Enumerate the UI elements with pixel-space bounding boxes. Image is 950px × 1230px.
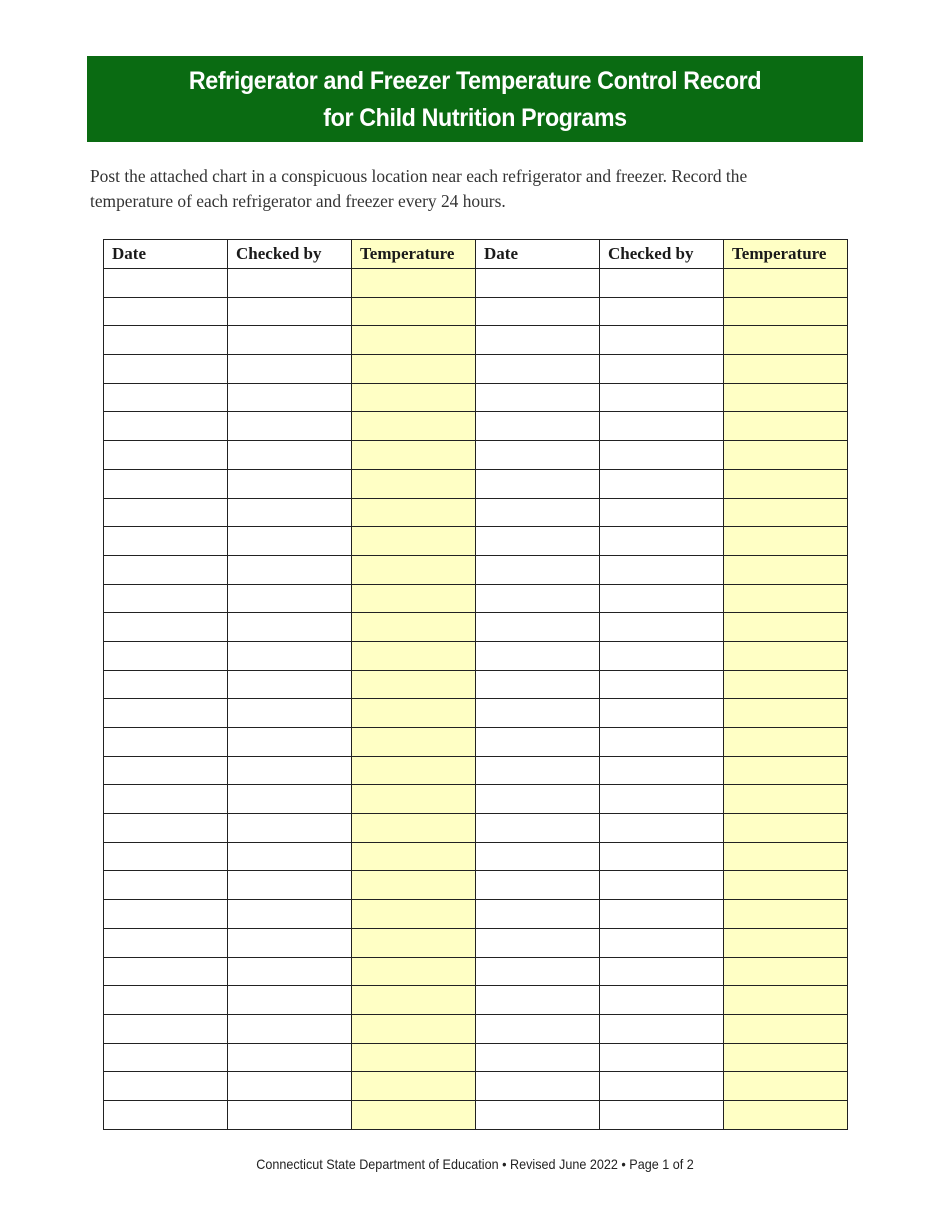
temperature-cell[interactable]	[724, 928, 848, 957]
temperature-cell[interactable]	[724, 1014, 848, 1043]
checked-by-cell[interactable]	[228, 900, 352, 929]
temperature-cell[interactable]	[724, 584, 848, 613]
temperature-cell[interactable]	[724, 297, 848, 326]
date-cell[interactable]	[476, 383, 600, 412]
checked-by-cell[interactable]	[228, 412, 352, 441]
date-cell[interactable]	[476, 699, 600, 728]
temperature-cell[interactable]	[724, 785, 848, 814]
temperature-cell[interactable]	[352, 957, 476, 986]
checked-by-cell[interactable]	[600, 1100, 724, 1129]
temperature-cell[interactable]	[352, 641, 476, 670]
checked-by-cell[interactable]	[600, 469, 724, 498]
checked-by-cell[interactable]	[228, 641, 352, 670]
temperature-cell[interactable]	[352, 441, 476, 470]
table-row	[104, 1014, 848, 1043]
checked-by-cell[interactable]	[600, 1043, 724, 1072]
checked-by-cell[interactable]	[228, 555, 352, 584]
date-cell[interactable]	[104, 498, 228, 527]
checked-by-cell[interactable]	[600, 871, 724, 900]
temperature-cell[interactable]	[724, 699, 848, 728]
temperature-cell[interactable]	[352, 928, 476, 957]
temperature-cell[interactable]	[724, 441, 848, 470]
date-cell[interactable]	[104, 412, 228, 441]
date-cell[interactable]	[476, 498, 600, 527]
table-row	[104, 355, 848, 384]
date-cell[interactable]	[104, 527, 228, 556]
table-row	[104, 756, 848, 785]
checked-by-cell[interactable]	[228, 269, 352, 298]
checked-by-cell[interactable]	[600, 527, 724, 556]
temperature-cell[interactable]	[724, 957, 848, 986]
date-cell[interactable]	[104, 814, 228, 843]
date-cell[interactable]	[476, 641, 600, 670]
temperature-cell[interactable]	[352, 986, 476, 1015]
temperature-cell[interactable]	[724, 527, 848, 556]
checked-by-cell[interactable]	[600, 383, 724, 412]
date-cell[interactable]	[476, 555, 600, 584]
temperature-cell[interactable]	[352, 297, 476, 326]
checked-by-cell[interactable]	[228, 355, 352, 384]
checked-by-cell[interactable]	[600, 900, 724, 929]
checked-by-cell[interactable]	[600, 814, 724, 843]
table-header-row	[104, 240, 848, 269]
checked-by-cell[interactable]	[228, 584, 352, 613]
date-cell[interactable]	[104, 1100, 228, 1129]
date-cell[interactable]	[476, 469, 600, 498]
checked-by-cell[interactable]	[600, 584, 724, 613]
temperature-cell[interactable]	[724, 756, 848, 785]
table-row	[104, 641, 848, 670]
date-cell[interactable]	[476, 900, 600, 929]
table-row	[104, 814, 848, 843]
temperature-cell[interactable]	[352, 871, 476, 900]
temperature-cell[interactable]	[352, 469, 476, 498]
date-cell[interactable]	[104, 1072, 228, 1101]
checked-by-cell[interactable]	[228, 871, 352, 900]
temperature-cell[interactable]	[724, 986, 848, 1015]
checked-by-cell[interactable]	[600, 326, 724, 355]
date-cell[interactable]	[476, 670, 600, 699]
date-cell[interactable]	[104, 1014, 228, 1043]
checked-by-cell[interactable]	[228, 957, 352, 986]
checked-by-cell[interactable]	[228, 383, 352, 412]
temperature-cell[interactable]	[724, 383, 848, 412]
column-header-date: Date	[476, 240, 600, 269]
date-cell[interactable]	[104, 957, 228, 986]
checked-by-cell[interactable]	[600, 928, 724, 957]
checked-by-cell[interactable]	[228, 986, 352, 1015]
date-cell[interactable]	[476, 613, 600, 642]
checked-by-cell[interactable]	[228, 814, 352, 843]
date-cell[interactable]	[104, 756, 228, 785]
date-cell[interactable]	[476, 584, 600, 613]
checked-by-cell[interactable]	[600, 842, 724, 871]
checked-by-cell[interactable]	[600, 1072, 724, 1101]
temperature-cell[interactable]	[352, 785, 476, 814]
checked-by-cell[interactable]	[228, 297, 352, 326]
date-cell[interactable]	[104, 297, 228, 326]
date-cell[interactable]	[104, 871, 228, 900]
temperature-cell[interactable]	[724, 469, 848, 498]
column-header-checked-by: Checked by	[600, 240, 724, 269]
temperature-cell[interactable]	[352, 842, 476, 871]
temperature-cell[interactable]	[724, 412, 848, 441]
date-cell[interactable]	[476, 814, 600, 843]
title-line-1: Refrigerator and Freezer Temperature Control Record	[188, 67, 762, 95]
temperature-cell[interactable]	[352, 555, 476, 584]
checked-by-cell[interactable]	[600, 785, 724, 814]
checked-by-cell[interactable]	[228, 928, 352, 957]
table-row	[104, 527, 848, 556]
date-cell[interactable]	[476, 957, 600, 986]
table-body	[104, 269, 848, 1130]
table-row	[104, 297, 848, 326]
date-cell[interactable]	[476, 1072, 600, 1101]
date-cell[interactable]	[104, 699, 228, 728]
date-cell[interactable]	[476, 441, 600, 470]
date-cell[interactable]	[104, 785, 228, 814]
table-row	[104, 1100, 848, 1129]
checked-by-cell[interactable]	[600, 641, 724, 670]
table-row	[104, 928, 848, 957]
table-row	[104, 1043, 848, 1072]
temperature-cell[interactable]	[724, 1043, 848, 1072]
checked-by-cell[interactable]	[228, 842, 352, 871]
checked-by-cell[interactable]	[228, 469, 352, 498]
page-footer: Connecticut State Department of Education • Revised June 2022 • Page 1 of 2	[256, 1156, 694, 1172]
date-cell[interactable]	[476, 928, 600, 957]
checked-by-cell[interactable]	[600, 613, 724, 642]
table-row	[104, 584, 848, 613]
temperature-cell[interactable]	[352, 1014, 476, 1043]
temperature-cell[interactable]	[352, 527, 476, 556]
temperature-cell[interactable]	[724, 498, 848, 527]
temperature-cell[interactable]	[724, 814, 848, 843]
temperature-cell[interactable]	[352, 1072, 476, 1101]
instructions-text: Post the attached chart in a conspicuous location near each refrigerator and freezer. Record the temperature of each refrigerator and freezer every 24 hours.	[90, 166, 748, 211]
checked-by-cell[interactable]	[228, 1100, 352, 1129]
column-header-temperature: Temperature	[352, 240, 476, 269]
table-row	[104, 842, 848, 871]
temperature-cell[interactable]	[352, 900, 476, 929]
temperature-cell[interactable]	[352, 383, 476, 412]
temperature-cell[interactable]	[352, 670, 476, 699]
date-cell[interactable]	[104, 986, 228, 1015]
temperature-cell[interactable]	[352, 355, 476, 384]
table-row	[104, 412, 848, 441]
date-cell[interactable]	[104, 613, 228, 642]
column-header-date: Date	[104, 240, 228, 269]
title-banner	[87, 56, 863, 142]
table-row	[104, 383, 848, 412]
checked-by-cell[interactable]	[600, 555, 724, 584]
temperature-cell[interactable]	[724, 842, 848, 871]
date-cell[interactable]	[104, 928, 228, 957]
date-cell[interactable]	[476, 756, 600, 785]
checked-by-cell[interactable]	[228, 756, 352, 785]
temperature-cell[interactable]	[724, 355, 848, 384]
date-cell[interactable]	[104, 842, 228, 871]
date-cell[interactable]	[104, 641, 228, 670]
checked-by-cell[interactable]	[228, 728, 352, 757]
temperature-cell[interactable]	[724, 326, 848, 355]
date-cell[interactable]	[476, 871, 600, 900]
date-cell[interactable]	[476, 527, 600, 556]
checked-by-cell[interactable]	[228, 670, 352, 699]
date-cell[interactable]	[476, 785, 600, 814]
table-row	[104, 498, 848, 527]
checked-by-cell[interactable]	[600, 355, 724, 384]
table-row	[104, 900, 848, 929]
temperature-cell[interactable]	[352, 584, 476, 613]
checked-by-cell[interactable]	[600, 498, 724, 527]
temperature-cell[interactable]	[352, 269, 476, 298]
checked-by-cell[interactable]	[600, 986, 724, 1015]
temperature-cell[interactable]	[724, 728, 848, 757]
temperature-cell[interactable]	[724, 555, 848, 584]
checked-by-cell[interactable]	[228, 613, 352, 642]
table-row	[104, 555, 848, 584]
checked-by-cell[interactable]	[600, 756, 724, 785]
temperature-cell[interactable]	[352, 756, 476, 785]
checked-by-cell[interactable]	[600, 957, 724, 986]
temperature-cell[interactable]	[352, 1100, 476, 1129]
checked-by-cell[interactable]	[600, 728, 724, 757]
date-cell[interactable]	[476, 728, 600, 757]
checked-by-cell[interactable]	[228, 498, 352, 527]
temperature-cell[interactable]	[724, 269, 848, 298]
date-cell[interactable]	[104, 900, 228, 929]
table-row	[104, 441, 848, 470]
checked-by-cell[interactable]	[600, 441, 724, 470]
checked-by-cell[interactable]	[228, 1014, 352, 1043]
date-cell[interactable]	[104, 584, 228, 613]
temperature-cell[interactable]	[724, 900, 848, 929]
temperature-cell[interactable]	[352, 412, 476, 441]
temperature-cell[interactable]	[352, 728, 476, 757]
table-row	[104, 699, 848, 728]
checked-by-cell[interactable]	[600, 699, 724, 728]
date-cell[interactable]	[104, 441, 228, 470]
temperature-cell[interactable]	[352, 1043, 476, 1072]
date-cell[interactable]	[476, 269, 600, 298]
temperature-cell[interactable]	[352, 498, 476, 527]
temperature-cell[interactable]	[352, 699, 476, 728]
date-cell[interactable]	[104, 469, 228, 498]
title-line-2: for Child Nutrition Programs	[323, 104, 627, 132]
temperature-cell[interactable]	[724, 1100, 848, 1129]
date-cell[interactable]	[476, 1014, 600, 1043]
temperature-cell[interactable]	[352, 814, 476, 843]
date-cell[interactable]	[476, 1100, 600, 1129]
checked-by-cell[interactable]	[228, 441, 352, 470]
date-cell[interactable]	[104, 555, 228, 584]
temperature-cell[interactable]	[724, 1072, 848, 1101]
date-cell[interactable]	[476, 355, 600, 384]
checked-by-cell[interactable]	[228, 699, 352, 728]
date-cell[interactable]	[104, 1043, 228, 1072]
temperature-cell[interactable]	[724, 641, 848, 670]
date-cell[interactable]	[476, 1043, 600, 1072]
table-row	[104, 469, 848, 498]
checked-by-cell[interactable]	[228, 1072, 352, 1101]
checked-by-cell[interactable]	[228, 1043, 352, 1072]
checked-by-cell[interactable]	[228, 326, 352, 355]
date-cell[interactable]	[104, 355, 228, 384]
date-cell[interactable]	[104, 670, 228, 699]
table-row	[104, 785, 848, 814]
table-row	[104, 613, 848, 642]
date-cell[interactable]	[476, 326, 600, 355]
date-cell[interactable]	[476, 297, 600, 326]
column-header-temperature: Temperature	[724, 240, 848, 269]
date-cell[interactable]	[104, 383, 228, 412]
table-row	[104, 269, 848, 298]
date-cell[interactable]	[476, 986, 600, 1015]
checked-by-cell[interactable]	[600, 1014, 724, 1043]
temperature-log-table	[103, 239, 848, 1130]
checked-by-cell[interactable]	[600, 412, 724, 441]
temperature-cell[interactable]	[724, 613, 848, 642]
temperature-cell[interactable]	[724, 871, 848, 900]
date-cell[interactable]	[104, 269, 228, 298]
checked-by-cell[interactable]	[228, 785, 352, 814]
date-cell[interactable]	[476, 842, 600, 871]
date-cell[interactable]	[104, 728, 228, 757]
temperature-cell[interactable]	[352, 613, 476, 642]
checked-by-cell[interactable]	[600, 297, 724, 326]
table-row	[104, 957, 848, 986]
date-cell[interactable]	[104, 326, 228, 355]
date-cell[interactable]	[476, 412, 600, 441]
table-row	[104, 1072, 848, 1101]
table-row	[104, 728, 848, 757]
checked-by-cell[interactable]	[600, 269, 724, 298]
column-header-checked-by: Checked by	[228, 240, 352, 269]
temperature-cell[interactable]	[724, 670, 848, 699]
temperature-cell[interactable]	[352, 326, 476, 355]
table-row	[104, 670, 848, 699]
table-row	[104, 871, 848, 900]
table-row	[104, 986, 848, 1015]
table-row	[104, 326, 848, 355]
checked-by-cell[interactable]	[228, 527, 352, 556]
checked-by-cell[interactable]	[600, 670, 724, 699]
